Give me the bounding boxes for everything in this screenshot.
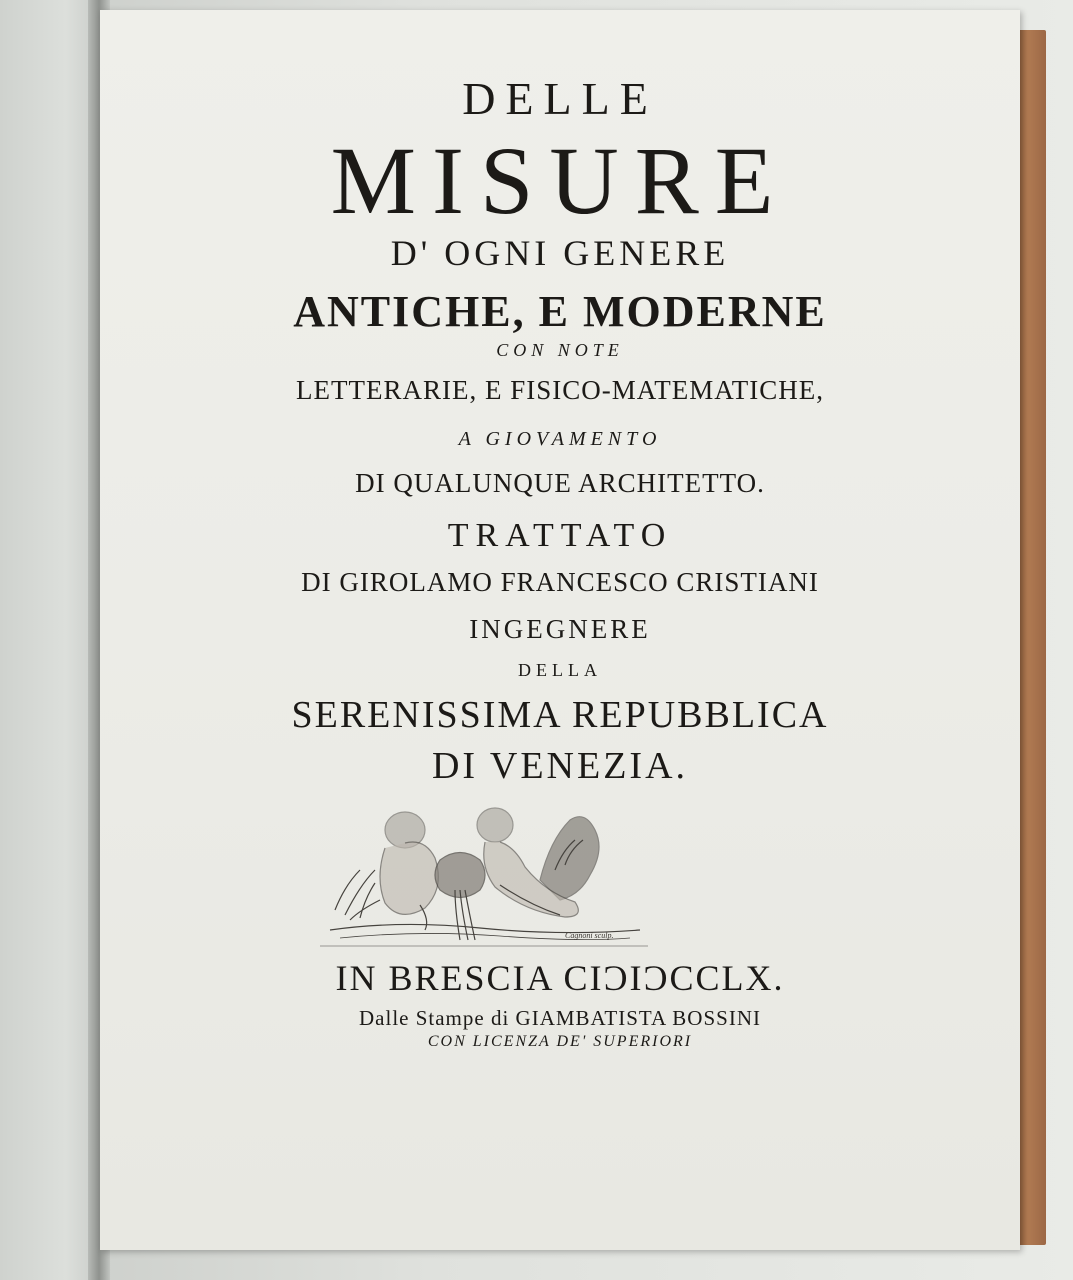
title-line-giovamento: A GIOVAMENTO (458, 428, 662, 450)
title-line-ogni-genere: D' OGNI GENERE (390, 233, 730, 273)
title-page (100, 10, 1020, 1250)
title-line-antiche: ANTICHE, E MODERNE (293, 287, 827, 336)
title-line-qualunque: DI QUALUNQUE ARCHITETTO. (355, 468, 765, 498)
author-name: DI GIROLAMO FRANCESCO CRISTIANI (301, 567, 819, 597)
imprint-place-date: IN BRESCIA CIƆIƆCCLX. (335, 958, 785, 998)
leather-cover-edge (1016, 30, 1046, 1245)
title-line-trattato: TRATTATO (447, 517, 673, 554)
author-role: INGEGNERE (469, 614, 651, 644)
title-line-con-note: CON NOTE (496, 340, 624, 360)
author-city: DI VENEZIA. (431, 745, 689, 787)
title-line-misure: MISURE (330, 127, 790, 234)
title-line-delle: DELLE (462, 73, 658, 124)
engraver-signature: Cagnoni sculp. (565, 931, 614, 940)
author-della: DELLA (518, 660, 602, 680)
author-republic: SERENISSIMA REPUBBLICA (291, 694, 829, 736)
title-line-letterarie: LETTERARIE, E FISICO-MATEMATICHE, (296, 375, 824, 405)
imprint-license: CON LICENZA DE' SUPERIORI (427, 1033, 693, 1050)
imprint-printer: Dalle Stampe di GIAMBATISTA BOSSINI (359, 1006, 761, 1030)
cherubs-vignette-engraving (320, 780, 648, 952)
